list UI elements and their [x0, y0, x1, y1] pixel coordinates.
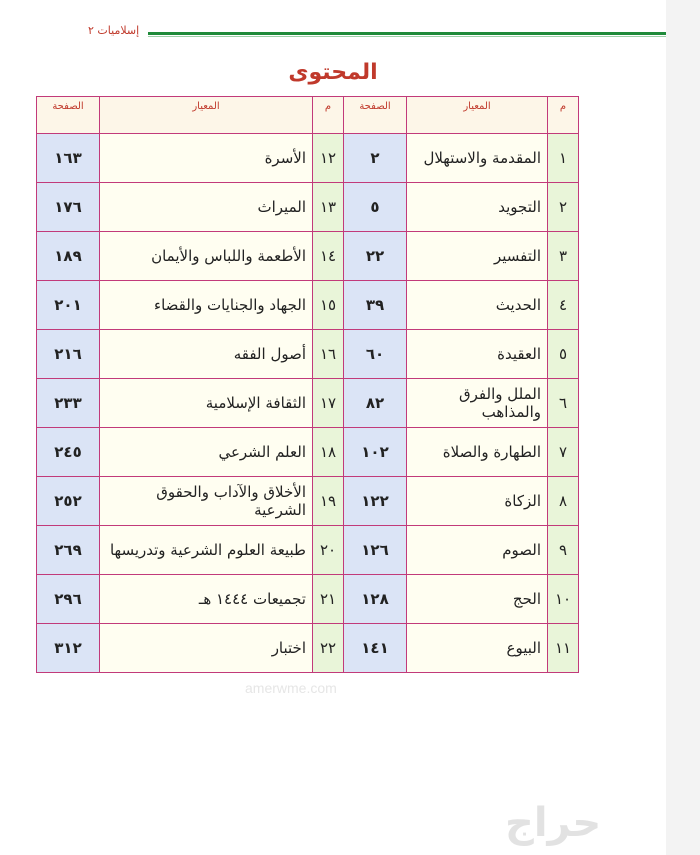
row-page: ١٦٣	[37, 134, 100, 183]
col-header-num: م	[548, 97, 579, 134]
row-number: ١	[548, 134, 579, 183]
row-standard: أصول الفقه	[100, 330, 313, 379]
row-page: ٣٩	[344, 281, 407, 330]
table-row	[37, 330, 579, 379]
row-standard: العلم الشرعي	[100, 428, 313, 477]
row-number: ٣	[548, 232, 579, 281]
table-row	[37, 232, 579, 281]
row-page: ١٤١	[344, 624, 407, 673]
row-page: ٢١٦	[37, 330, 100, 379]
row-standard: الأطعمة واللباس والأيمان	[100, 232, 313, 281]
row-page: ١٢٨	[344, 575, 407, 624]
col-header-page: الصفحة	[344, 97, 407, 134]
table-header-row	[37, 97, 579, 134]
row-standard: البيوع	[407, 624, 548, 673]
row-number: ١٥	[313, 281, 344, 330]
row-standard: الحج	[407, 575, 548, 624]
row-page: ٣١٢	[37, 624, 100, 673]
row-page: ٢٥٢	[37, 477, 100, 526]
row-page: ١٨٩	[37, 232, 100, 281]
row-standard: اختبار	[100, 624, 313, 673]
row-page: ٢٦٩	[37, 526, 100, 575]
row-page: ١٢٦	[344, 526, 407, 575]
row-number: ١٦	[313, 330, 344, 379]
row-page: ٢	[344, 134, 407, 183]
row-number: ١١	[548, 624, 579, 673]
row-number: ٥	[548, 330, 579, 379]
col-header-num: م	[313, 97, 344, 134]
row-page: ٢٣٣	[37, 379, 100, 428]
page-title: المحتوى	[288, 60, 378, 85]
row-page: ٨٢	[344, 379, 407, 428]
row-standard: العقيدة	[407, 330, 548, 379]
col-header-standard: المعيار	[407, 97, 548, 134]
header-rule-thin	[148, 36, 666, 37]
row-number: ٧	[548, 428, 579, 477]
row-page: ١٠٢	[344, 428, 407, 477]
row-number: ٢١	[313, 575, 344, 624]
row-standard: الأسرة	[100, 134, 313, 183]
row-standard: طبيعة العلوم الشرعية وتدريسها	[100, 526, 313, 575]
row-number: ١٤	[313, 232, 344, 281]
row-page: ٢٩٦	[37, 575, 100, 624]
row-standard: الميراث	[100, 183, 313, 232]
row-page: ٢٠١	[37, 281, 100, 330]
row-standard: الحديث	[407, 281, 548, 330]
contents-table	[36, 96, 579, 673]
row-standard: الأخلاق والآداب والحقوق الشرعية	[100, 477, 313, 526]
page-margin-strip	[666, 0, 700, 855]
site-logo: حراج	[505, 800, 602, 846]
row-standard: تجميعات ١٤٤٤ هـ	[100, 575, 313, 624]
row-page: ٦٠	[344, 330, 407, 379]
row-page: ١٧٦	[37, 183, 100, 232]
col-header-standard: المعيار	[100, 97, 313, 134]
watermark-text: amerwme.com	[245, 680, 337, 696]
row-number: ١٩	[313, 477, 344, 526]
row-standard: الطهارة والصلاة	[407, 428, 548, 477]
row-standard: الجهاد والجنايات والقضاء	[100, 281, 313, 330]
row-number: ١٢	[313, 134, 344, 183]
table-row	[37, 526, 579, 575]
row-number: ١٨	[313, 428, 344, 477]
row-number: ٨	[548, 477, 579, 526]
row-number: ١٠	[548, 575, 579, 624]
table-row	[37, 575, 579, 624]
header-label: إسلاميات ٢	[88, 24, 140, 37]
table-row	[37, 183, 579, 232]
row-number: ٤	[548, 281, 579, 330]
header-rule	[148, 32, 666, 35]
row-page: ٥	[344, 183, 407, 232]
row-number: ٢	[548, 183, 579, 232]
row-page: ٢٤٥	[37, 428, 100, 477]
row-page: ١٢٢	[344, 477, 407, 526]
table-row	[37, 428, 579, 477]
table-row	[37, 134, 579, 183]
row-number: ٩	[548, 526, 579, 575]
row-number: ١٧	[313, 379, 344, 428]
table-row	[37, 281, 579, 330]
row-standard: التفسير	[407, 232, 548, 281]
col-header-page: الصفحة	[37, 97, 100, 134]
row-standard: الصوم	[407, 526, 548, 575]
row-standard: الثقافة الإسلامية	[100, 379, 313, 428]
table-row	[37, 379, 579, 428]
table-row	[37, 477, 579, 526]
row-standard: الزكاة	[407, 477, 548, 526]
row-number: ١٣	[313, 183, 344, 232]
row-standard: المقدمة والاستهلال	[407, 134, 548, 183]
row-number: ٦	[548, 379, 579, 428]
table-row	[37, 624, 579, 673]
row-number: ٢٠	[313, 526, 344, 575]
row-standard: التجويد	[407, 183, 548, 232]
row-page: ٢٢	[344, 232, 407, 281]
row-number: ٢٢	[313, 624, 344, 673]
row-standard: الملل والفرق والمذاهب	[407, 379, 548, 428]
